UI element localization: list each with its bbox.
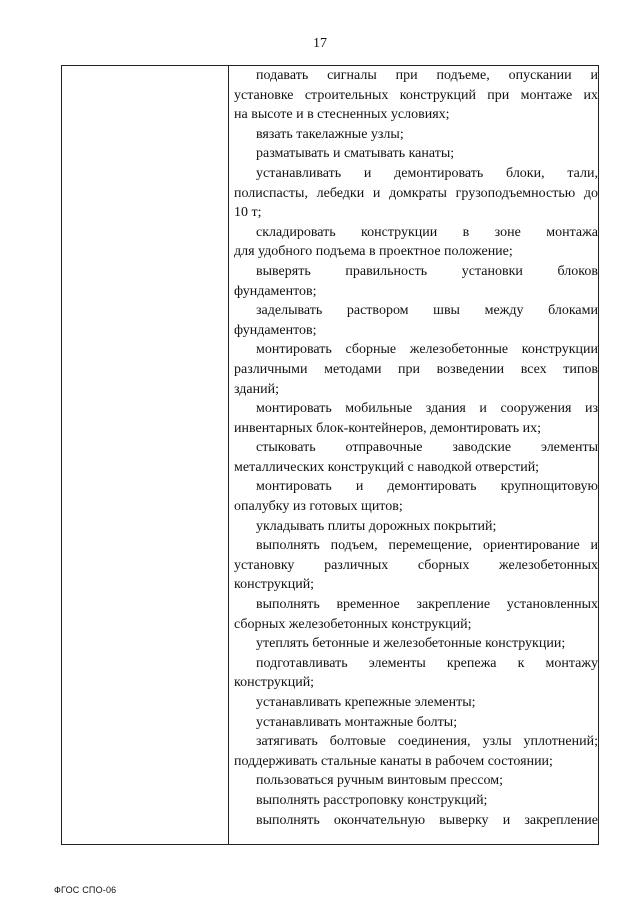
skill-line: устанавливать крепежные элементы; [256, 695, 476, 710]
skill-line: стыковать отправочные заводские элементы [256, 440, 598, 456]
skill-paragraph [234, 262, 598, 301]
skill-paragraph [234, 693, 598, 713]
skill-line: подготавливать элементы крепежа к монтажу [256, 655, 598, 671]
skill-line: вязать такелажные узлы; [256, 126, 404, 142]
skill-paragraph [234, 536, 598, 595]
skill-line: выполнять временное закрепление установленных [256, 597, 598, 613]
skill-line: фундаментов; [234, 283, 317, 299]
skill-paragraph [234, 340, 598, 399]
skill-paragraph [234, 164, 598, 223]
skill-line: установке строительных конструкций при монтаже их [234, 87, 598, 103]
skill-line: конструкций; [234, 675, 315, 691]
skill-paragraph [234, 223, 598, 262]
skill-line: выполнять подъем, перемещение, ориентирование и [256, 538, 598, 554]
page-number: 17 [313, 36, 327, 51]
skill-paragraph [234, 399, 598, 438]
skill-line: утеплять бетонные и железобетонные конструкции; [256, 636, 566, 652]
skill-line: поддерживать стальные канаты в рабочем состоянии; [234, 753, 553, 769]
skill-paragraph [234, 634, 598, 654]
skill-line: 10 т; [234, 205, 262, 221]
column-divider [228, 65, 229, 845]
skill-line: складировать конструкции в зоне монтажа [256, 224, 598, 240]
skill-line: выверять правильность установки блоков [256, 263, 598, 279]
skill-line: монтировать сборные железобетонные конструкции [256, 342, 598, 358]
skill-line: устанавливать и демонтировать блоки, тали, [256, 165, 598, 181]
skills-list-cell [234, 66, 598, 844]
skill-paragraph [234, 66, 598, 125]
skill-line: укладывать плиты дорожных покрытий; [256, 518, 497, 534]
skill-paragraph [234, 301, 598, 340]
skill-paragraph [234, 517, 598, 537]
skill-paragraph [234, 125, 598, 145]
skill-paragraph [234, 811, 598, 831]
skill-line: опалубку из готовых щитов; [234, 499, 403, 515]
skill-line: для удобного подъема в проектное положение; [234, 244, 513, 260]
skill-line: инвентарных блок-контейнеров, демонтировать их; [234, 420, 542, 436]
skill-line: сборных железобетонных конструкций; [234, 616, 472, 632]
document-footer: ФГОС СПО-06 [54, 885, 117, 895]
skill-line: зданий; [234, 381, 279, 397]
skill-line: фундаментов; [234, 322, 317, 338]
skill-line: конструкций; [234, 577, 315, 593]
skill-line: металлических конструкций с наводкой отверстий; [234, 459, 540, 475]
skill-line: монтировать и демонтировать крупнощитовую [256, 479, 598, 495]
left-table-cell [61, 65, 228, 845]
skill-line: затягивать болтовые соединения, узлы уплотнений; [256, 734, 598, 750]
skill-line: устанавливать монтажные болты; [256, 714, 458, 730]
skill-paragraph [234, 144, 598, 164]
skill-line: разматывать и сматывать канаты; [256, 146, 455, 162]
skill-paragraph [234, 732, 598, 771]
skill-line: установку различных сборных железобетонных [234, 557, 598, 573]
skill-line: на высоте и в стесненных условиях; [234, 107, 450, 123]
skill-line: различными методами при возведении всех типов [234, 361, 598, 377]
skill-line: монтировать мобильные здания и сооружения из [256, 401, 598, 417]
skill-line: полиспасты, лебедки и домкраты грузоподъемностью до [234, 185, 598, 201]
skill-line: подавать сигналы при подъеме, опускании и [256, 68, 598, 83]
skill-line: выполнять расстроповку конструкций; [256, 792, 488, 808]
skill-paragraph [234, 791, 598, 811]
skill-paragraph [234, 771, 598, 791]
skill-line: пользоваться ручным винтовым прессом; [256, 773, 504, 789]
skill-paragraph [234, 438, 598, 477]
skill-paragraph [234, 595, 598, 634]
skill-paragraph [234, 654, 598, 693]
skill-line: заделывать раствором швы между блоками [256, 303, 598, 319]
skill-line: выполнять окончательную выверку и закрепление [256, 812, 598, 828]
skill-paragraph [234, 713, 598, 733]
skill-paragraph [234, 477, 598, 516]
